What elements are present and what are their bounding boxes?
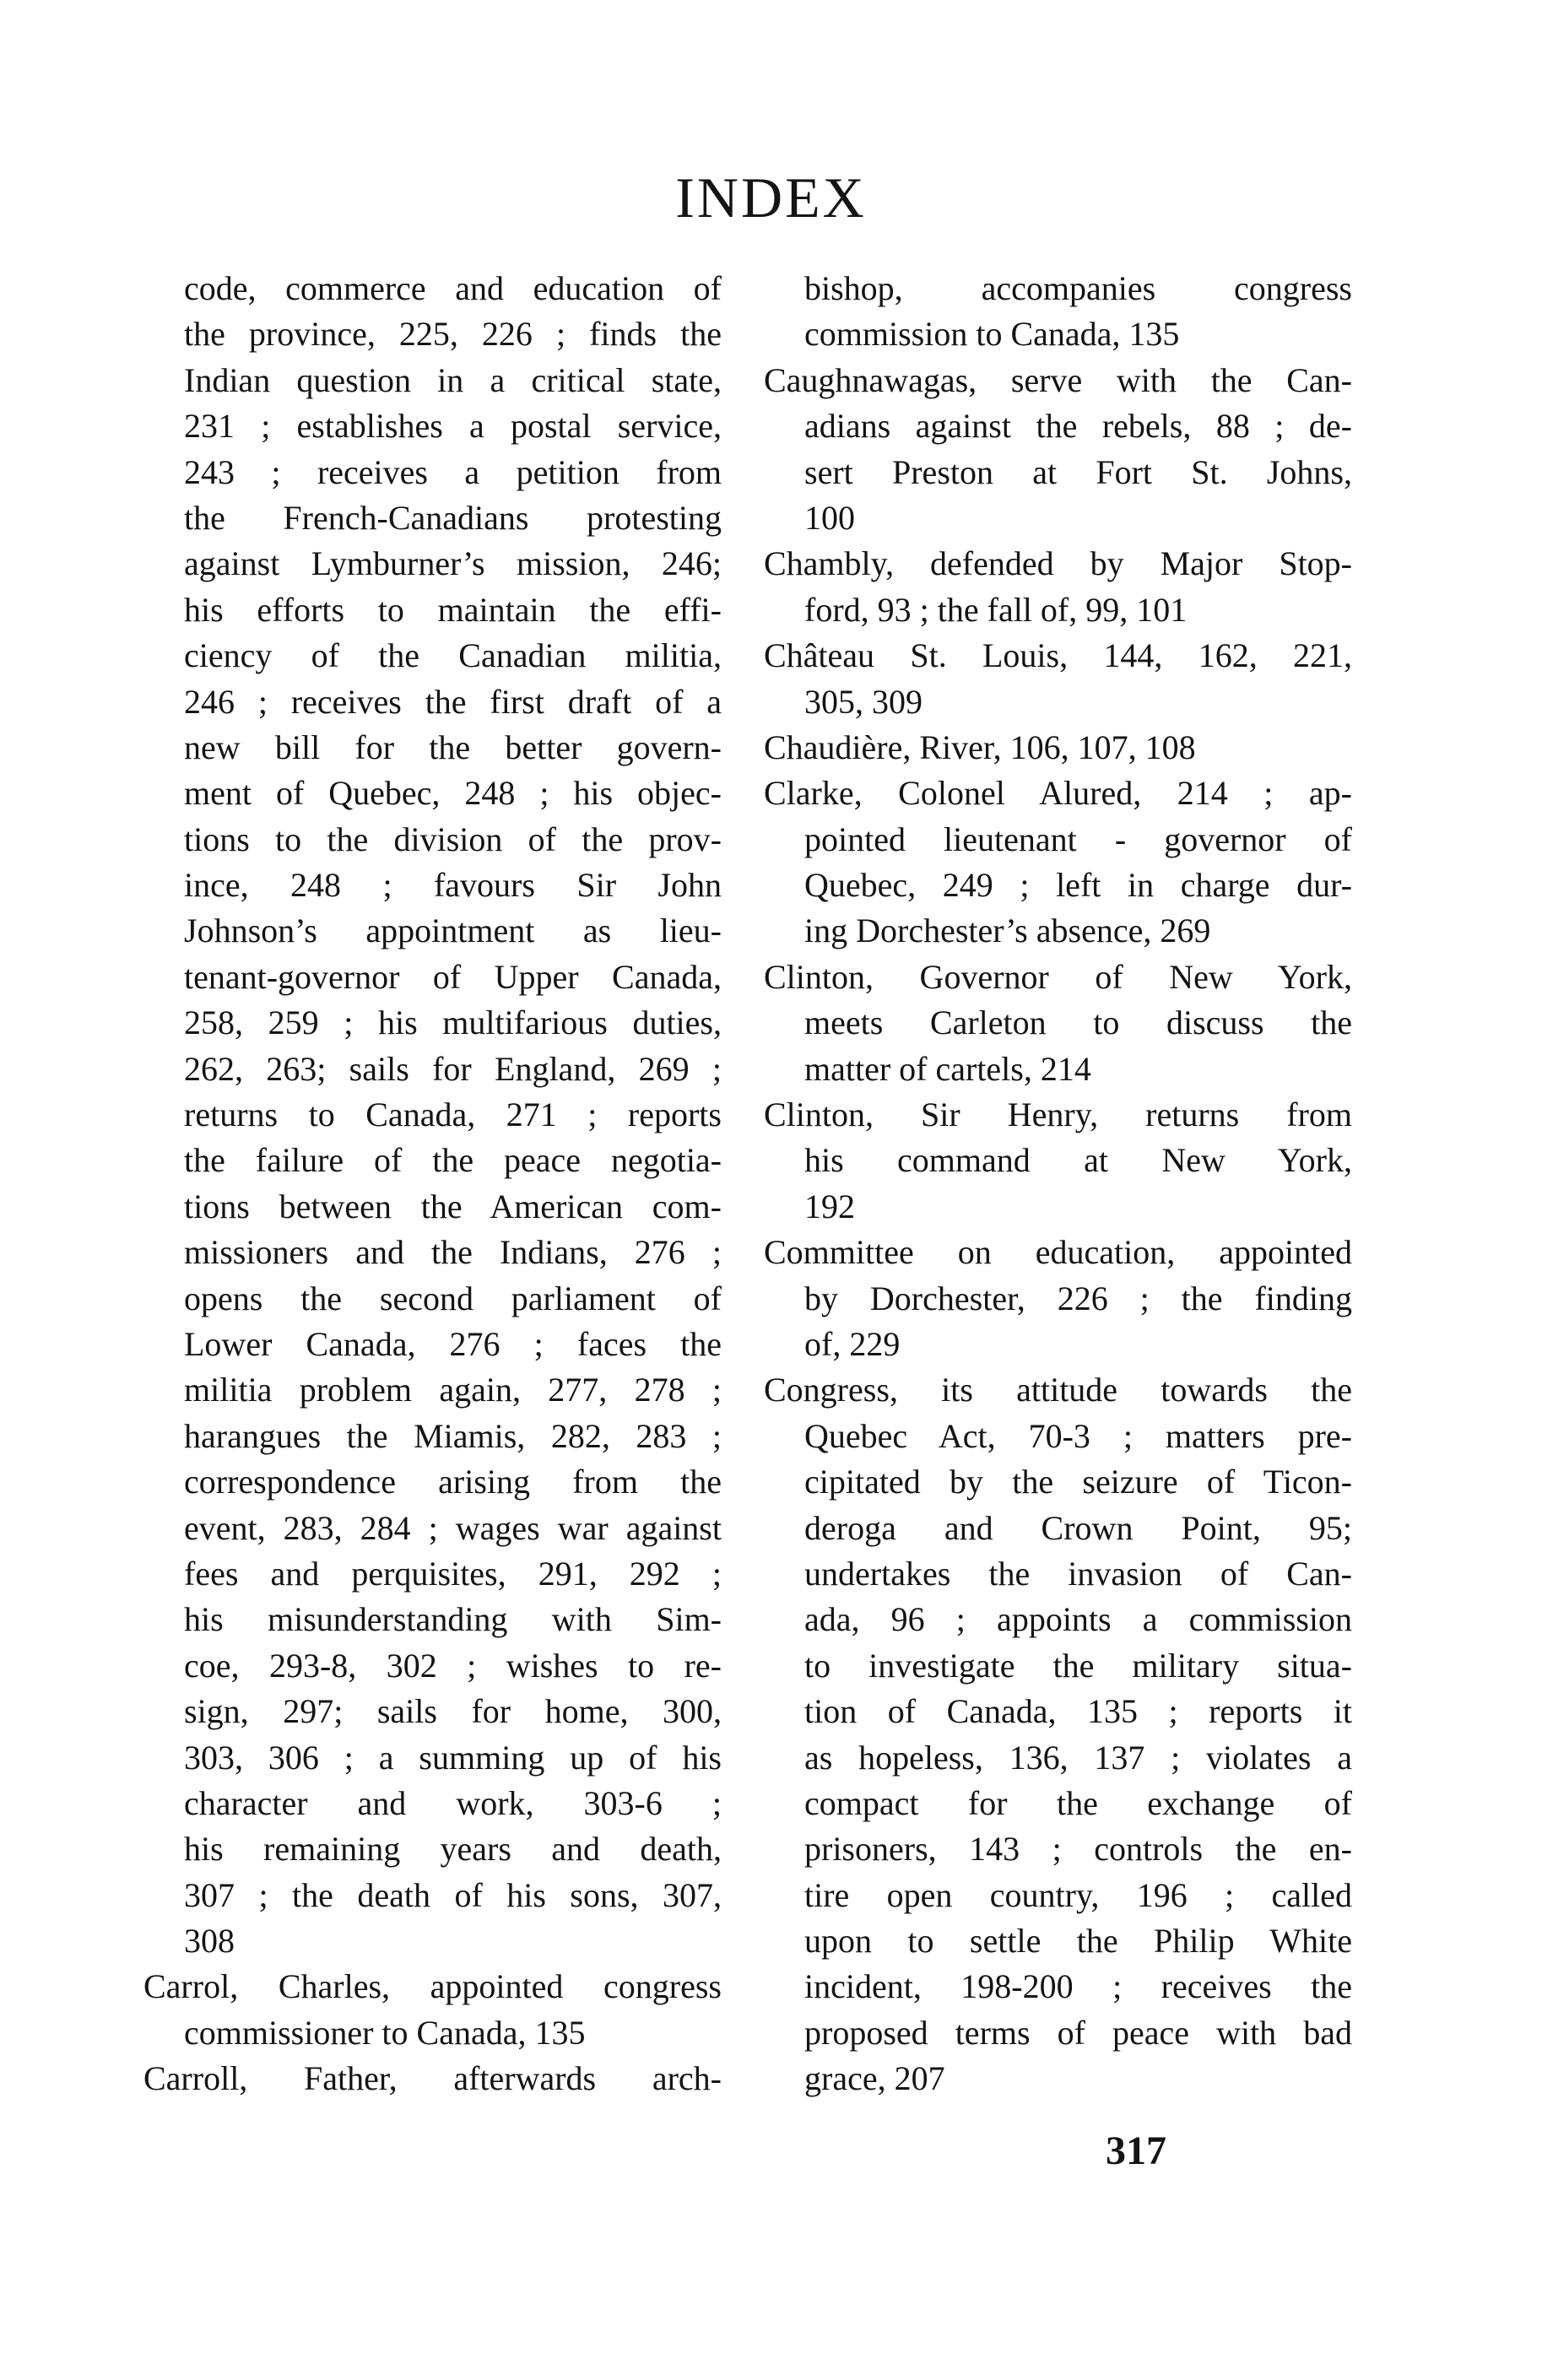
index-line: deroga and Crown Point, 95; [804,1508,1352,1547]
index-line: the province, 225, 226 ; finds the [184,315,722,354]
index-line: ince, 248 ; favours Sir John [184,866,722,905]
index-line: Chambly, defended by Major Stop- [764,544,1352,583]
index-line: matter of cartels, 214 [804,1049,1091,1088]
index-line: missioners and the Indians, 276 ; [184,1233,722,1272]
index-line: Lower Canada, 276 ; faces the [184,1324,722,1363]
index-line: harangues the Miamis, 282, 283 ; [184,1416,722,1455]
index-line: upon to settle the Philip White [804,1922,1352,1961]
index-line: militia problem again, 277, 278 ; [184,1371,722,1409]
index-line: against Lymburner’s mission, 246; [184,544,722,583]
index-line: Committee on education, appointed [764,1233,1352,1272]
index-line: 243 ; receives a petition from [184,452,722,491]
index-line: his remaining years and death, [184,1830,722,1869]
index-line: tion of Canada, 135 ; reports it [804,1692,1352,1731]
index-line: of, 229 [804,1324,901,1363]
index-line: Carroll, Father, afterwards arch- [143,2059,722,2098]
index-line: Johnson’s appointment as lieu- [184,911,722,950]
index-line: Quebec Act, 70-3 ; matters pre- [804,1416,1352,1455]
index-line: his misunderstanding with Sim- [184,1600,722,1639]
index-line: the failure of the peace negotia- [184,1141,722,1180]
index-line: Clinton, Sir Henry, returns from [764,1095,1352,1134]
index-line: as hopeless, 136, 137 ; violates a [804,1738,1352,1777]
index-line: 192 [804,1187,855,1225]
index-line: tire open country, 196 ; called [804,1875,1352,1914]
page-title: INDEX [675,165,867,230]
index-column-right [764,266,1352,2102]
index-line: event, 283, 284 ; wages war against [184,1508,722,1547]
index-line: Caughnawagas, serve with the Can- [764,360,1352,399]
index-line: ada, 96 ; appoints a commission [804,1600,1352,1639]
index-line: Clarke, Colonel Alured, 214 ; ap- [764,774,1352,813]
index-line: pointed lieutenant - governor of [804,819,1352,858]
index-line: ford, 93 ; the fall of, 99, 101 [804,590,1188,629]
index-line: ciency of the Canadian militia, [184,636,722,675]
index-line: Carrol, Charles, appointed congress [143,1967,722,2006]
index-line: sign, 297; sails for home, 300, [184,1692,722,1731]
index-line: proposed terms of peace with bad [804,2013,1352,2052]
index-line: 308 [184,1922,235,1961]
index-line: fees and perquisites, 291, 292 ; [184,1554,722,1593]
index-line: Chaudière, River, 106, 107, 108 [764,728,1196,766]
index-line: returns to Canada, 271 ; reports [184,1095,722,1134]
index-line: grace, 207 [804,2059,945,2098]
page-number: 317 [1106,2128,1166,2173]
index-line: character and work, 303-6 ; [184,1783,722,1822]
index-line: Congress, its attitude towards the [764,1371,1352,1409]
index-line: 246 ; receives the first draft of a [184,682,722,721]
index-line: tenant-governor of Upper Canada, [184,957,722,996]
index-line: tions between the American com- [184,1187,722,1225]
index-line: ing Dorchester’s absence, 269 [804,911,1211,950]
index-line: ment of Quebec, 248 ; his objec- [184,774,722,813]
index-line: Château St. Louis, 144, 162, 221, [764,636,1352,675]
index-line: the French-Canadians protesting [184,498,722,537]
index-line: bishop, accompanies congress [804,269,1352,307]
index-line: 100 [804,498,855,537]
index-line: his command at New York, [804,1141,1352,1180]
index-line: meets Carleton to discuss the [804,1003,1352,1042]
index-line: coe, 293-8, 302 ; wishes to re- [184,1646,722,1685]
index-line: to investigate the military situa- [804,1646,1352,1685]
index-line: correspondence arising from the [184,1463,722,1501]
index-column-left [143,266,722,2102]
index-line: 305, 309 [804,682,922,721]
index-line: 303, 306 ; a summing up of his [184,1738,722,1777]
index-line: code, commerce and education of [184,269,722,307]
index-line: 258, 259 ; his multifarious duties, [184,1003,722,1042]
index-line: compact for the exchange of [804,1783,1352,1822]
index-line: 231 ; establishes a postal service, [184,407,722,446]
index-line: undertakes the invasion of Can- [804,1554,1352,1593]
index-line: Indian question in a critical state, [184,360,722,399]
index-line: opens the second parliament of [184,1279,722,1317]
index-line: cipitated by the seizure of Ticon- [804,1463,1352,1501]
index-line: sert Preston at Fort St. Johns, [804,452,1352,491]
index-line: new bill for the better govern- [184,728,722,766]
index-line: 307 ; the death of his sons, 307, [184,1875,722,1914]
index-line: tions to the division of the prov- [184,819,722,858]
index-line: by Dorchester, 226 ; the finding [804,1279,1352,1317]
index-line: commission to Canada, 135 [804,315,1180,354]
index-line: Quebec, 249 ; left in charge dur- [804,866,1352,905]
index-line: adians against the rebels, 88 ; de- [804,407,1352,446]
index-line: prisoners, 143 ; controls the en- [804,1830,1352,1869]
index-line: Clinton, Governor of New York, [764,957,1352,996]
index-line: incident, 198-200 ; receives the [804,1967,1352,2006]
index-line: his efforts to maintain the effi- [184,590,722,629]
index-line: commissioner to Canada, 135 [184,2013,586,2052]
index-line: 262, 263; sails for England, 269 ; [184,1049,722,1088]
